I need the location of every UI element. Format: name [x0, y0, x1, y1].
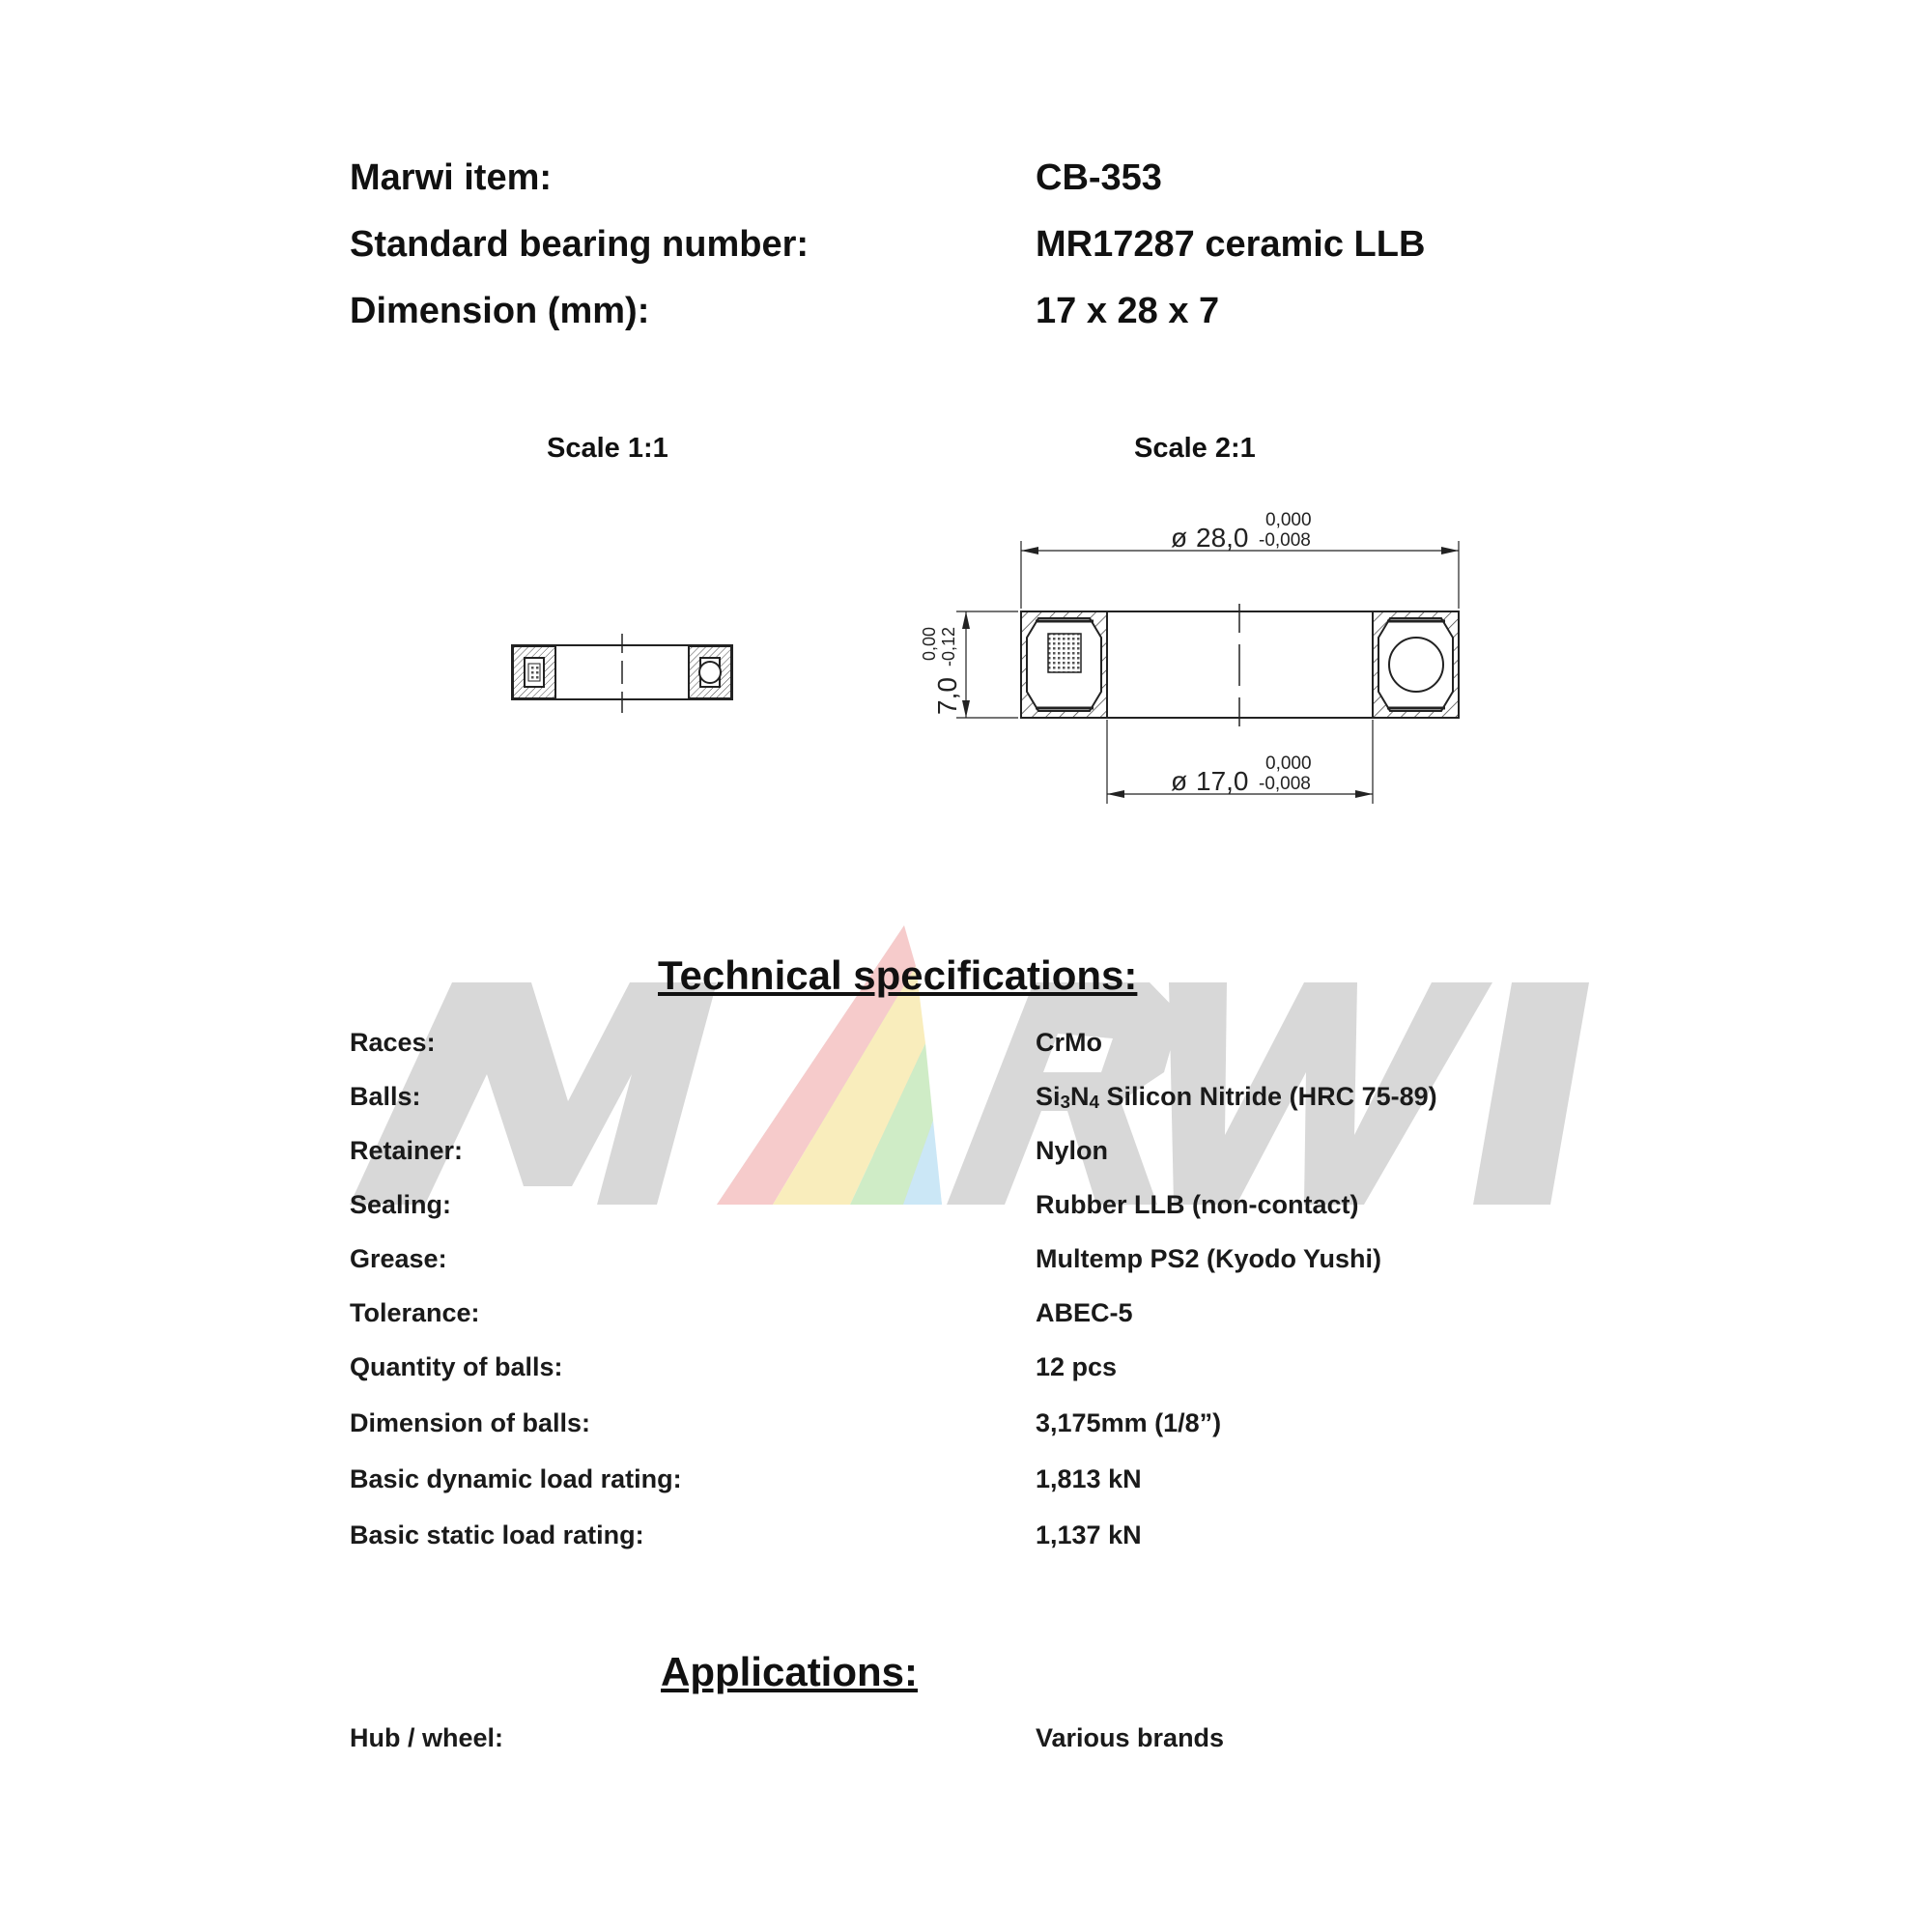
scale-1-1-label: Scale 1:1 — [547, 433, 668, 464]
tolerance-value: ABEC-5 — [1036, 1298, 1133, 1327]
inner-tol-lower: -0,008 — [1259, 774, 1311, 794]
inner-diameter-symbol: ø — [1171, 766, 1188, 796]
quantity-of-balls-label: Quantity of balls: — [350, 1352, 563, 1381]
outer-tol-lower: -0,008 — [1259, 530, 1311, 551]
width-dimension — [920, 627, 962, 715]
applications-title: Applications: — [661, 1649, 919, 1694]
width-tol-upper: 0,00 — [920, 626, 939, 661]
dimension-value: 17 x 28 x 7 — [1036, 291, 1220, 331]
item-value: CB-353 — [1036, 157, 1162, 198]
dynamic-load-value: 1,813 kN — [1036, 1464, 1142, 1493]
outer-diameter-symbol: ø — [1171, 523, 1188, 553]
bearing-small-view — [512, 634, 732, 713]
width-tol-lower: -0,12 — [939, 626, 958, 667]
dynamic-load-label: Basic dynamic load rating: — [350, 1464, 682, 1493]
races-value: CrMo — [1036, 1028, 1102, 1057]
races-label: Races: — [350, 1028, 436, 1057]
outer-diameter-value: 28,0 — [1196, 523, 1249, 553]
bearing-number-label: Standard bearing number: — [350, 224, 810, 265]
dimension-of-balls-value: 3,175mm (1/8”) — [1036, 1408, 1222, 1437]
inner-tol-upper: 0,000 — [1265, 753, 1312, 774]
grease-value: Multemp PS2 (Kyodo Yushi) — [1036, 1244, 1382, 1273]
quantity-of-balls-value: 12 pcs — [1036, 1352, 1118, 1381]
scale-2-1-label: Scale 2:1 — [1134, 433, 1256, 464]
balls-label: Balls: — [350, 1082, 421, 1111]
balls-value: $Si_3N_4$ Silicon Nitride (HRC 75-89) — [1036, 1082, 1437, 1113]
retainer-value: Nylon — [1036, 1136, 1109, 1165]
item-label: Marwi item: — [350, 157, 553, 198]
hub-wheel-label: Hub / wheel: — [350, 1723, 504, 1752]
bearing-number-value: MR17287 ceramic LLB — [1036, 224, 1426, 265]
dimension-of-balls-label: Dimension of balls: — [350, 1408, 591, 1437]
dimension-label: Dimension (mm): — [350, 291, 650, 331]
static-load-label: Basic static load rating: — [350, 1520, 644, 1549]
static-load-value: 1,137 kN — [1036, 1520, 1142, 1549]
sealing-label: Sealing: — [350, 1190, 452, 1219]
retainer-label: Retainer: — [350, 1136, 464, 1165]
inner-diameter-dimension — [1171, 753, 1312, 796]
sealing-value: Rubber LLB (non-contact) — [1036, 1190, 1359, 1219]
inner-diameter-value: 17,0 — [1196, 766, 1249, 796]
hub-wheel-value: Various brands — [1036, 1723, 1225, 1752]
tolerance-label: Tolerance: — [350, 1298, 480, 1327]
outer-tol-upper: 0,000 — [1265, 510, 1312, 530]
outer-diameter-dimension — [1171, 510, 1312, 553]
width-value: 7,0 — [932, 677, 962, 715]
grease-label: Grease: — [350, 1244, 447, 1273]
tech-spec-title: Technical specifications: — [658, 952, 1138, 998]
bearing-large-view — [956, 541, 1459, 804]
